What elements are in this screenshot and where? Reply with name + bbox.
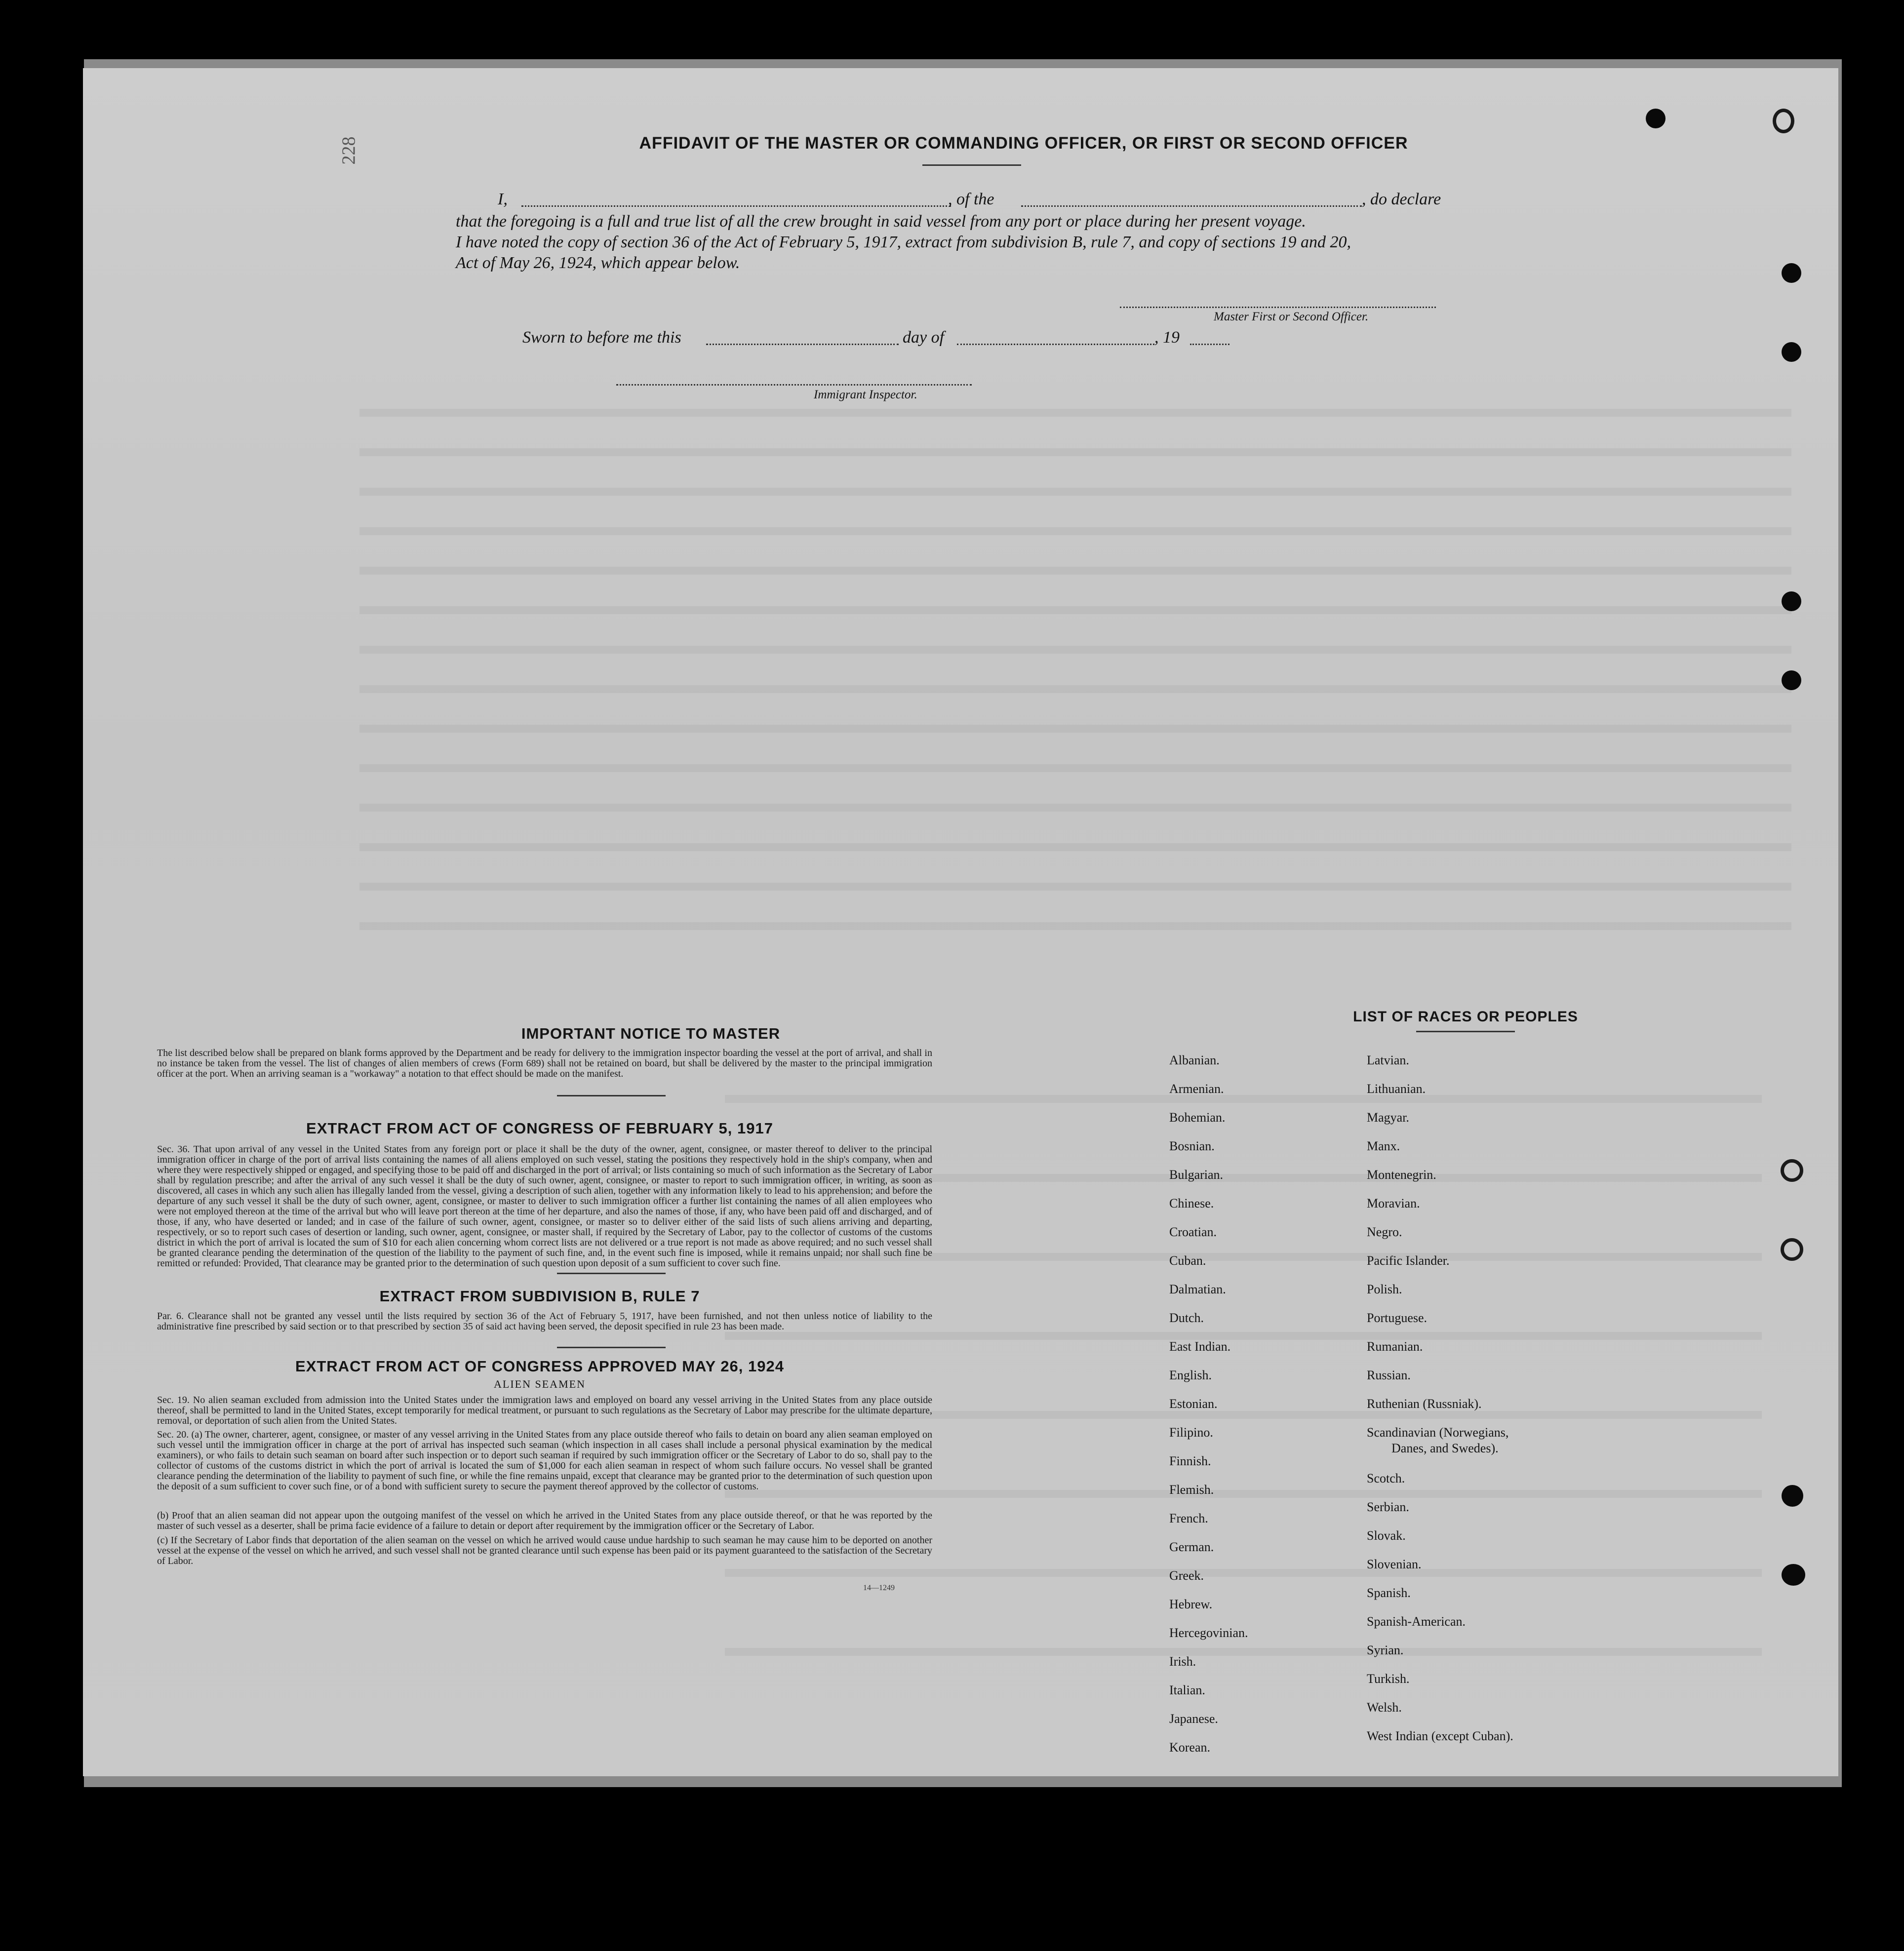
extract-1924-title: EXTRACT FROM ACT OF CONGRESS APPROVED MAY 26, 1924 — [295, 1358, 784, 1375]
sworn-day-blank[interactable] — [706, 344, 899, 345]
race-item: Polish. — [1367, 1282, 1402, 1296]
race-item: English. — [1169, 1368, 1212, 1382]
sworn-day-of: day of — [903, 328, 945, 347]
race-item: Albanian. — [1169, 1053, 1220, 1067]
race-item: Manx. — [1367, 1139, 1400, 1153]
affidavit-line1-of-the: , of the — [948, 190, 994, 208]
section-divider — [557, 1095, 666, 1096]
races-title: LIST OF RACES OR PEOPLES — [1353, 1009, 1578, 1025]
bleed-through-row — [359, 922, 1791, 930]
race-item: Danes, and Swedes). — [1391, 1441, 1499, 1455]
race-item: Dalmatian. — [1169, 1282, 1226, 1296]
notice-title: IMPORTANT NOTICE TO MASTER — [521, 1025, 781, 1042]
binder-hole — [1782, 591, 1801, 611]
race-item: Spanish-American. — [1367, 1614, 1466, 1629]
bleed-through-row — [359, 527, 1791, 535]
affidavit-title: AFFIDAVIT OF THE MASTER OR COMMANDING OFFICER, OR FIRST OR SECOND OFFICER — [639, 134, 1408, 153]
race-item: West Indian (except Cuban). — [1367, 1729, 1513, 1743]
race-item: Estonian. — [1169, 1397, 1218, 1411]
vessel-blank[interactable] — [1021, 205, 1362, 207]
bleed-through-row — [359, 409, 1791, 417]
binder-hole — [1782, 670, 1801, 690]
bleed-through-row — [359, 448, 1791, 456]
race-item: East Indian. — [1169, 1339, 1231, 1354]
race-item: Irish. — [1169, 1654, 1196, 1669]
extract-1917-body: Sec. 36. That upon arrival of any vessel in the United States from any foreign port or place it shall be the duty of the owner, agent, consignee, or master thereof to deliver to the principal immigration officer in charge of the port of arrival lists containing the names of all aliens employed on such vessel, stating the positions they respectively hold in the ship's company, when and where they were respectively shipped or engaged, and specifying those to be paid off and discharged in the port of arrival; or lists containing so much of such information as the Secretary of Labor shall by regulation prescribe; and after the arrival of any such vessel it shall be the duty of such owner, agent, consignee, or master to report to such immigration officer, in writing, as soon as discovered, all cases in which any such alien has illegally landed from the vessel, giving a description of such alien, together with any information likely to lead to his apprehension; and before the departure of any such vessel it shall be the duty of such owner, agent, consignee, or master to deliver to such immigration officer a further list containing the names of all alien employees who were not employed thereon at the time of the arrival but who will leave port thereon at the time of her departure, and also the names of those, if any, who have been paid off and discharged, and of those, if any, who have deserted or landed; and in case of the failure of such owner, agent, consignee, or master so to deliver either of the said lists of such aliens arriving and departing, respectively, or so to report such cases of desertion or landing, such owner, agent, consignee, or master shall, if required by the Secretary of Labor, pay to the collector of customs of the customs district in which the port of arrival is located the sum of $10 for each alien concerning whom correct lists are not delivered or a true report is not made as above required; and no such vessel shall be granted clearance pending the determination of the question of the liability to the payment of such fine, and, in the event such fine is imposed, while it remains unpaid; nor shall such fine be remitted or refunded: Provided, That clearance may be granted prior to the determination of such question upon deposit of a sum sufficient to cover such fine. — [157, 1144, 932, 1269]
bleed-through-row — [359, 606, 1791, 614]
race-item: Hebrew. — [1169, 1597, 1213, 1611]
bleed-through-row — [359, 764, 1791, 772]
extract-1917-title: EXTRACT FROM ACT OF CONGRESS OF FEBRUARY 5, 1917 — [306, 1120, 773, 1137]
race-item: Slovenian. — [1367, 1557, 1422, 1571]
sec20a-text: Sec. 20. (a) The owner, charterer, agent, consignee, or master of any vessel arriving in the United States from any place outside thereof who fails to detain on board any alien seaman employed on such vessel until the immigration officer in charge at the port of arrival has inspected such seaman (which inspection in all cases shall include a personal physical examination by the medical examiners), or who fails to detain such seaman on board after such inspection or to deport such seaman if required by such immigration officer or the Secretary of Labor to do so, shall pay to the collector of customs of the customs district in which the port of arrival is located the sum of $1,000 for each alien seaman in respect of whom such failure occurs. No vessel shall be granted clearance pending the determination of the liability to payment of such fine, or while the fine remains unpaid, except that clearance may be granted prior to the determination of such question upon the deposit of a sum sufficient to cover such fine, or of a bond with sufficient surety to secure the payment thereof approved by the collector of customs. — [157, 1429, 932, 1492]
bleed-through-row — [359, 646, 1791, 654]
race-item: Turkish. — [1367, 1672, 1410, 1686]
bleed-through-row — [359, 843, 1791, 851]
race-item: Negro. — [1367, 1225, 1402, 1239]
affidavit-line2: that the foregoing is a full and true list of all the crew brought in said vessel from any port or place during her present voyage. — [456, 212, 1306, 231]
binder-hole — [1781, 1238, 1803, 1261]
race-item: Syrian. — [1367, 1643, 1404, 1657]
margin-number: 228 — [338, 136, 359, 165]
affidavit-line3: I have noted the copy of section 36 of the Act of February 5, 1917, extract from subdivision B, rule 7, and copy of sections 19 and 20, — [456, 233, 1351, 251]
bleed-through-row — [725, 1569, 1762, 1577]
race-item: Flemish. — [1169, 1483, 1214, 1497]
race-item: French. — [1169, 1511, 1208, 1525]
affidavit-line1-declare: , do declare — [1362, 190, 1441, 208]
race-item: Spanish. — [1367, 1586, 1411, 1600]
race-item: Armenian. — [1169, 1082, 1224, 1096]
bleed-through-row — [359, 883, 1791, 891]
name-blank[interactable] — [521, 205, 951, 207]
race-item: Dutch. — [1169, 1311, 1204, 1325]
sec19-text: Sec. 19. No alien seaman excluded from admission into the United States under the immigration laws and employed on board any vessel arriving in the United States from any place outside thereof, shall be permitted to land in the United States, except temporarily for medical treatment, or pursuant to such regulations as the Secretary of Labor may prescribe for the ultimate departure, removal, or deportation of such alien from the United States. — [157, 1395, 932, 1426]
master-signature-blank[interactable] — [1120, 307, 1436, 308]
race-item: Bosnian. — [1169, 1139, 1215, 1153]
race-item: Moravian. — [1367, 1196, 1420, 1210]
race-item: Russian. — [1367, 1368, 1411, 1382]
race-item: Slovak. — [1367, 1528, 1406, 1543]
document-page — [83, 68, 1838, 1776]
notice-body: The list described below shall be prepared on blank forms approved by the Department and be ready for delivery to the immigration inspector boarding the vessel at the port of arrival, and shall in no instance be taken from the vessel. The list of changes of alien members of crews (Form 689) shall not be retained on board, but shall be delivered by the master to the principal immigration officer at the port. When an arriving seaman is a "workaway" a notation to that effect should be made on the manifest. — [157, 1048, 932, 1079]
race-item: Latvian. — [1367, 1053, 1409, 1067]
bleed-through-row — [725, 1332, 1762, 1340]
affidavit-line1-i: I, — [498, 190, 508, 208]
sworn-month-blank[interactable] — [957, 344, 1154, 345]
race-item: Lithuanian. — [1367, 1082, 1426, 1096]
sworn-year: , 19 — [1154, 328, 1180, 347]
race-item: Italian. — [1169, 1683, 1205, 1697]
section-divider — [557, 1347, 666, 1348]
race-item: Filipino. — [1169, 1425, 1213, 1440]
race-item: Scotch. — [1367, 1471, 1405, 1485]
form-number: 14—1249 — [863, 1584, 895, 1592]
extract-rule7-title: EXTRACT FROM SUBDIVISION B, RULE 7 — [379, 1288, 700, 1305]
race-item: Hercegovinian. — [1169, 1626, 1248, 1640]
race-item: Ruthenian (Russniak). — [1367, 1397, 1482, 1411]
inspector-signature-blank[interactable] — [616, 384, 972, 386]
inspector-label: Immigrant Inspector. — [814, 388, 917, 401]
sec20b-text: (b) Proof that an alien seaman did not appear upon the outgoing manifest of the vessel on which he arrived in the United States from any place outside thereof, or that he was reported by the master of such vessel as a deserter, shall be prima facie evidence of a failure to detain or deport after requirement by the immigration officer or the Secretary of Labor. — [157, 1510, 932, 1531]
race-item: Welsh. — [1367, 1700, 1402, 1715]
race-item: Scandinavian (Norwegians, — [1367, 1425, 1509, 1440]
sworn-prefix: Sworn to before me this — [522, 328, 681, 347]
race-item: Magyar. — [1367, 1110, 1409, 1125]
extract-1924-subtitle: ALIEN SEAMEN — [494, 1378, 586, 1390]
bleed-through-row — [359, 725, 1791, 733]
bleed-through-row — [359, 567, 1791, 575]
master-label: Master First or Second Officer. — [1214, 310, 1369, 323]
bleed-through-row — [725, 1095, 1762, 1103]
binder-hole — [1781, 1159, 1803, 1182]
race-item: Korean. — [1169, 1740, 1211, 1755]
races-title-underline — [1416, 1031, 1515, 1032]
binder-hole — [1782, 1485, 1803, 1507]
bleed-through-row — [359, 488, 1791, 496]
race-item: Bulgarian. — [1169, 1168, 1224, 1182]
race-item: Serbian. — [1367, 1500, 1409, 1514]
bleed-through-row — [359, 685, 1791, 693]
title-underline — [922, 164, 1021, 166]
race-item: Bohemian. — [1169, 1110, 1226, 1125]
race-item: Cuban. — [1169, 1253, 1206, 1268]
race-item: Croatian. — [1169, 1225, 1217, 1239]
race-item: Japanese. — [1169, 1712, 1218, 1726]
extract-rule7-body: Par. 6. Clearance shall not be granted any vessel until the lists required by section 36 of the Act of February 5, 1917, have been furnished, and not then unless notice of liability to the administrative fine prescribed by said section or to that prescribed by section 35 of said act having been served, the deposit specified in rule 23 has been made. — [157, 1311, 932, 1332]
sec20c-text: (c) If the Secretary of Labor finds that deportation of the alien seaman on the vessel on which he arrived would cause undue hardship to such seaman he may cause him to be deported on another vessel at the expense of the vessel on which he arrived, and such vessel shall not be granted clearance until such expense has been paid or its payment guaranteed to the satisfaction of the Secretary of Labor. — [157, 1535, 932, 1566]
race-item: Rumanian. — [1367, 1339, 1423, 1354]
race-item: Greek. — [1169, 1568, 1204, 1583]
binder-hole — [1646, 109, 1666, 128]
race-item: Chinese. — [1169, 1196, 1214, 1210]
race-item: Montenegrin. — [1367, 1168, 1436, 1182]
affidavit-line4: Act of May 26, 1924, which appear below. — [456, 254, 740, 272]
sworn-year-blank[interactable] — [1190, 344, 1230, 345]
binder-hole — [1782, 342, 1801, 362]
binder-hole — [1782, 263, 1801, 283]
binder-hole — [1773, 109, 1794, 133]
section-divider — [557, 1273, 666, 1274]
race-item: Portuguese. — [1367, 1311, 1428, 1325]
bleed-through-row — [725, 1648, 1762, 1656]
race-item: Finnish. — [1169, 1454, 1211, 1468]
race-item: Pacific Islander. — [1367, 1253, 1450, 1268]
binder-hole — [1782, 1564, 1805, 1586]
race-item: German. — [1169, 1540, 1214, 1554]
bleed-through-row — [359, 804, 1791, 812]
